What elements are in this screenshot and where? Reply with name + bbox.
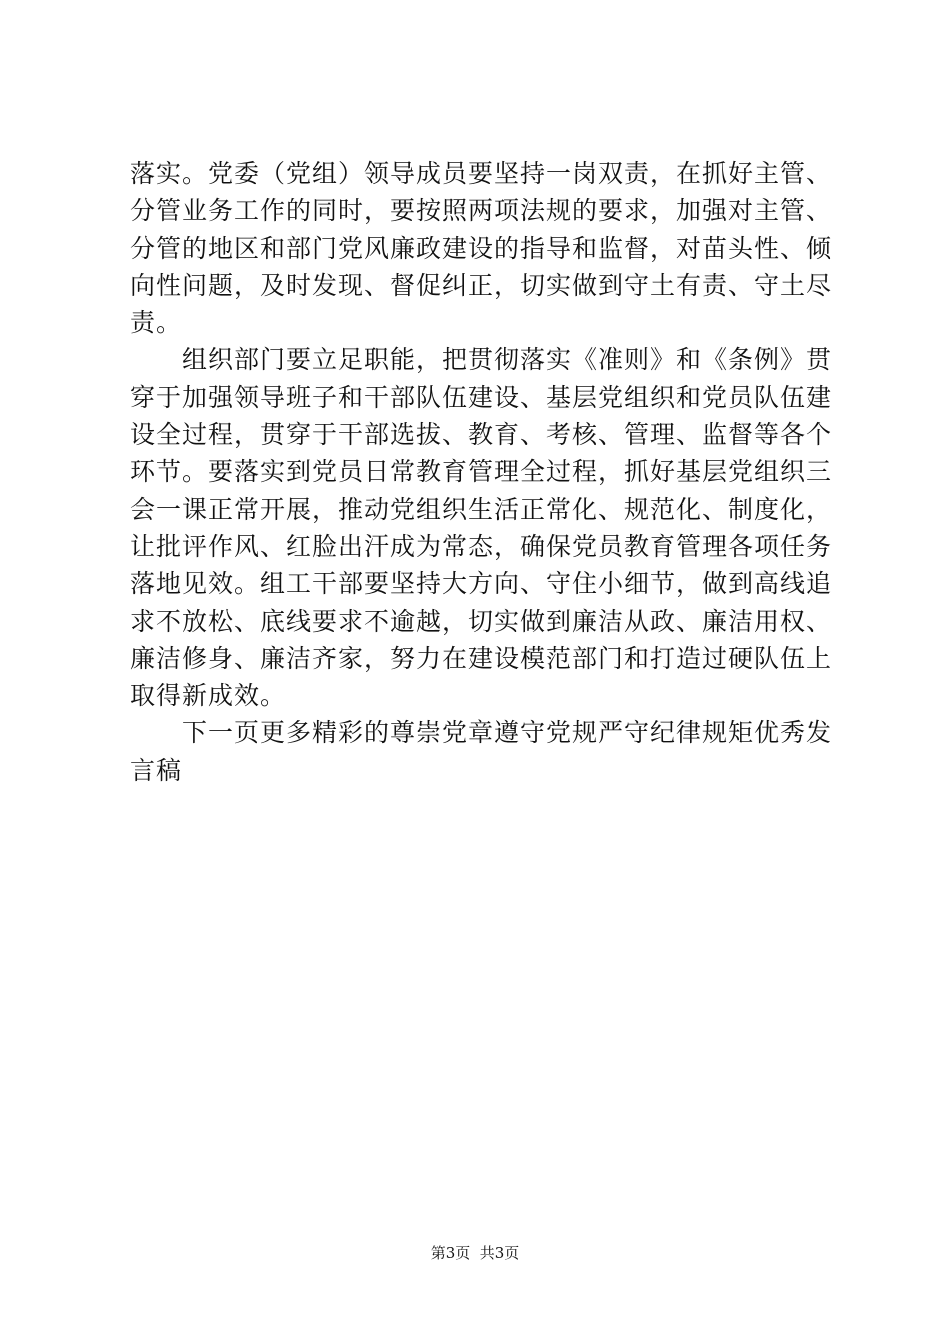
text-line: 落实。党委（党组）领导成员要坚持一岗双责，在抓好主管、 [130,159,833,188]
text-line: 让批评作风、红脸出汗成为常态，确保党员教育管理各项任务 [130,531,833,561]
text-line: 求不放松、底线要求不逾越，切实做到廉洁从政、廉洁用权、 [130,606,833,636]
page-footer: 第3页 共3页 [430,1244,520,1262]
text-line: 分管的地区和部门党风廉政建设的指导和监督，对苗头性、倾 [130,233,833,263]
text-line: 穿于加强领导班子和干部队伍建设、基层党组织和党员队伍建 [130,382,833,412]
text-line: 责。 [130,308,183,338]
body-text [130,155,833,789]
text-line: 廉洁修身、廉洁齐家，努力在建设模范部门和打造过硬队伍上 [130,643,833,673]
text-line: 会一课正常开展，推动党组织生活正常化、规范化、制度化， [130,494,833,524]
text-line: 取得新成效。 [130,681,287,711]
text-line: 向性问题，及时发现、督促纠正，切实做到守土有责、守土尽 [130,270,833,300]
text-line: 下一页更多精彩的尊崇党章遵守党规严守纪律规矩优秀发 [130,718,833,748]
text-line: 言稿 [130,755,183,785]
text-line: 环节。要落实到党员日常教育管理全过程，抓好基层党组织三 [130,457,833,487]
text-line: 落地见效。组工干部要坚持大方向、守住小细节，做到高线追 [130,569,833,599]
text-line: 组织部门要立足职能，把贯彻落实《准则》和《条例》贯 [130,345,833,375]
text-line: 分管业务工作的同时，要按照两项法规的要求，加强对主管、 [130,196,833,226]
text-line: 设全过程，贯穿于干部选拔、教育、考核、管理、监督等各个 [130,420,833,450]
